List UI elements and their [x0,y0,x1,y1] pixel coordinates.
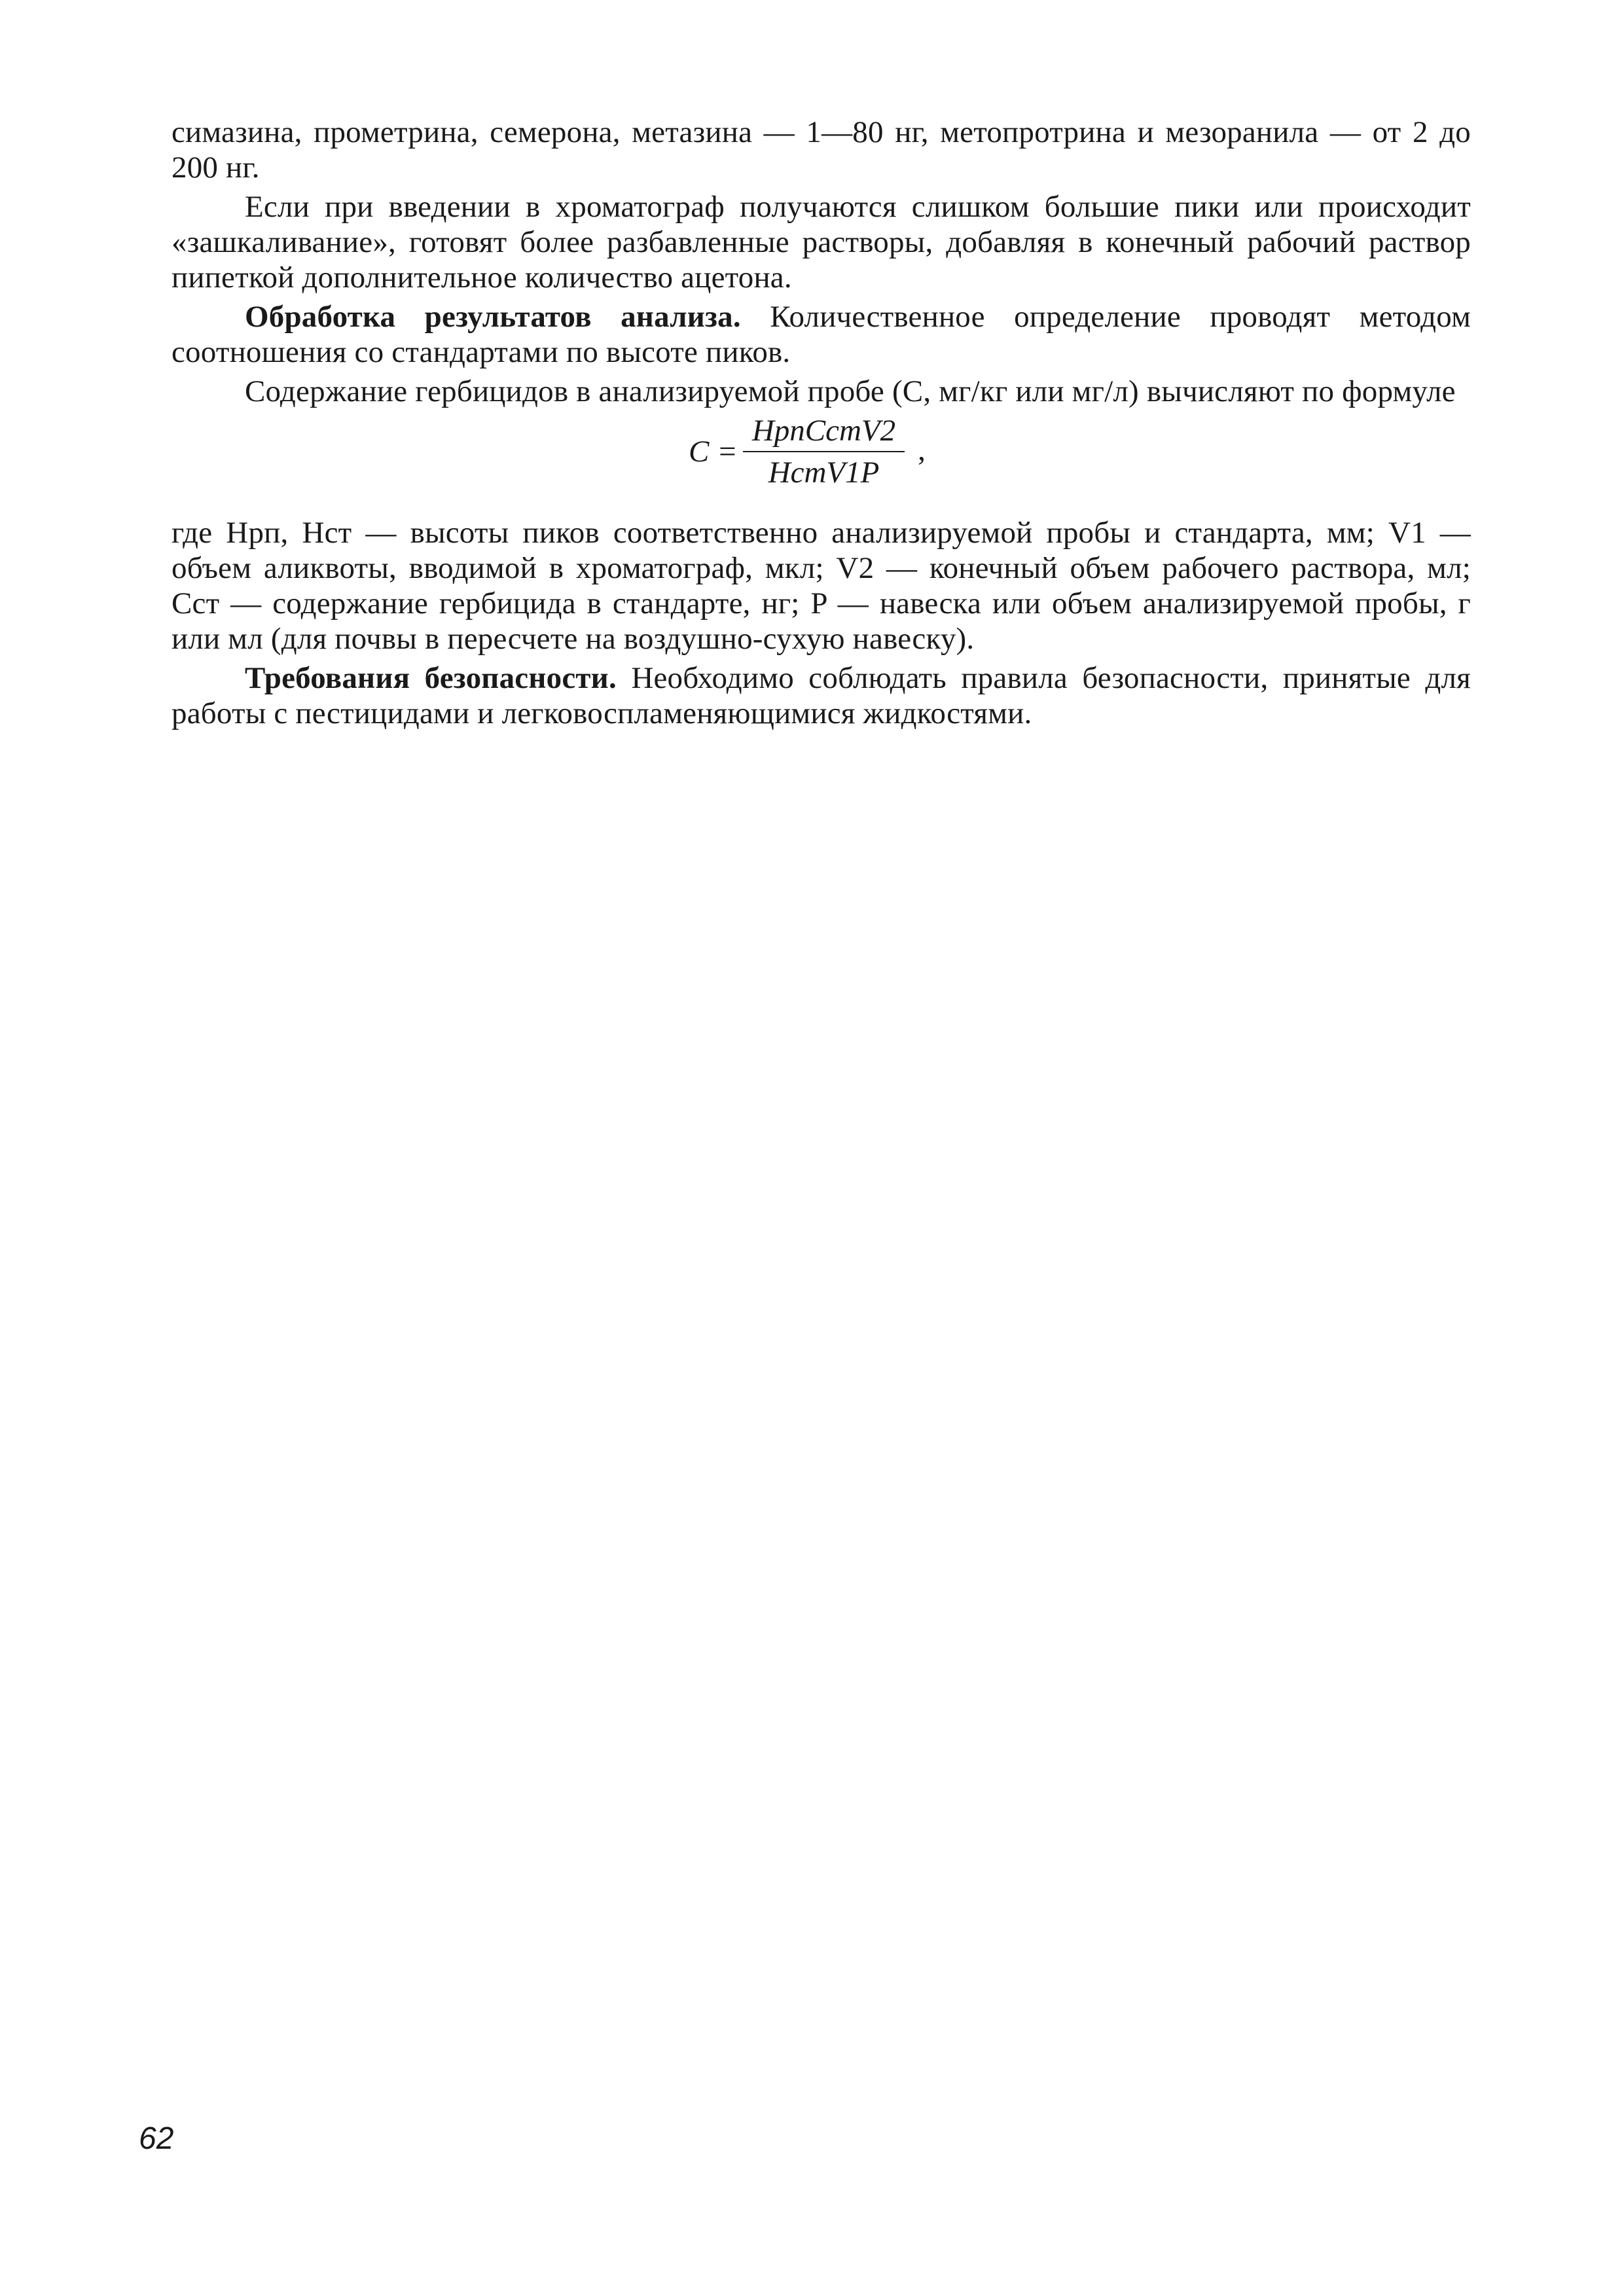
safety-heading: Требования безопасности. [245,661,617,695]
processing-text: Количественное определение проводят методом соотношения со стандартами по высоте пиков. [171,300,1471,369]
formula [689,413,926,490]
processing-heading: Обработка результатов анализа. [245,300,741,334]
formula-trailing-comma: , [918,433,926,467]
formula-denominator: HстV1P [768,456,880,490]
formula-fraction [743,413,905,490]
page-number: 62 [139,2121,174,2156]
page-body [171,115,1471,731]
paragraph-amounts: симазина, прометрина, семерона, метазина — 1—80 нг, метопротрина и мезоранила — от 2 до 200 нг. [171,115,1471,185]
paragraph-content-intro: Содержание гербицидов в анализируемой пробе (C, мг/кг или мг/л) вычисляют по формуле [245,374,1456,408]
formula-block [171,413,1471,511]
paragraph-where: где Hрп, Hст — высоты пиков соответственно анализируемой пробы и стандарта, мм; V1 — объем аликвоты, вводимой в хроматограф, мкл; V2 — конечный объем рабочего раствора, мл; Cст — содержание гербицида в стандарте, нг; P — навеска или объем анализируемой пробы, г или мл (для почвы в пересчете на воздушно-сухую навеску). [171,516,1471,656]
paragraph-dilution: Если при введении в хроматограф получаются слишком большие пики или происходит «зашкаливание», готовят более разбавленные растворы, добавляя в конечный рабочий раствор пипеткой дополнительное количество ацетона. [171,190,1471,295]
paragraph-processing [171,299,1471,370]
safety-text: Необходимо соблюдать правила безопасности, принятые для работы с пестицидами и легковоспламеняющимися жидкостями. [171,661,1471,730]
formula-lhs: C = [689,435,738,469]
paragraph-safety [171,660,1471,731]
formula-numerator: HрпCстV2 [743,413,905,452]
